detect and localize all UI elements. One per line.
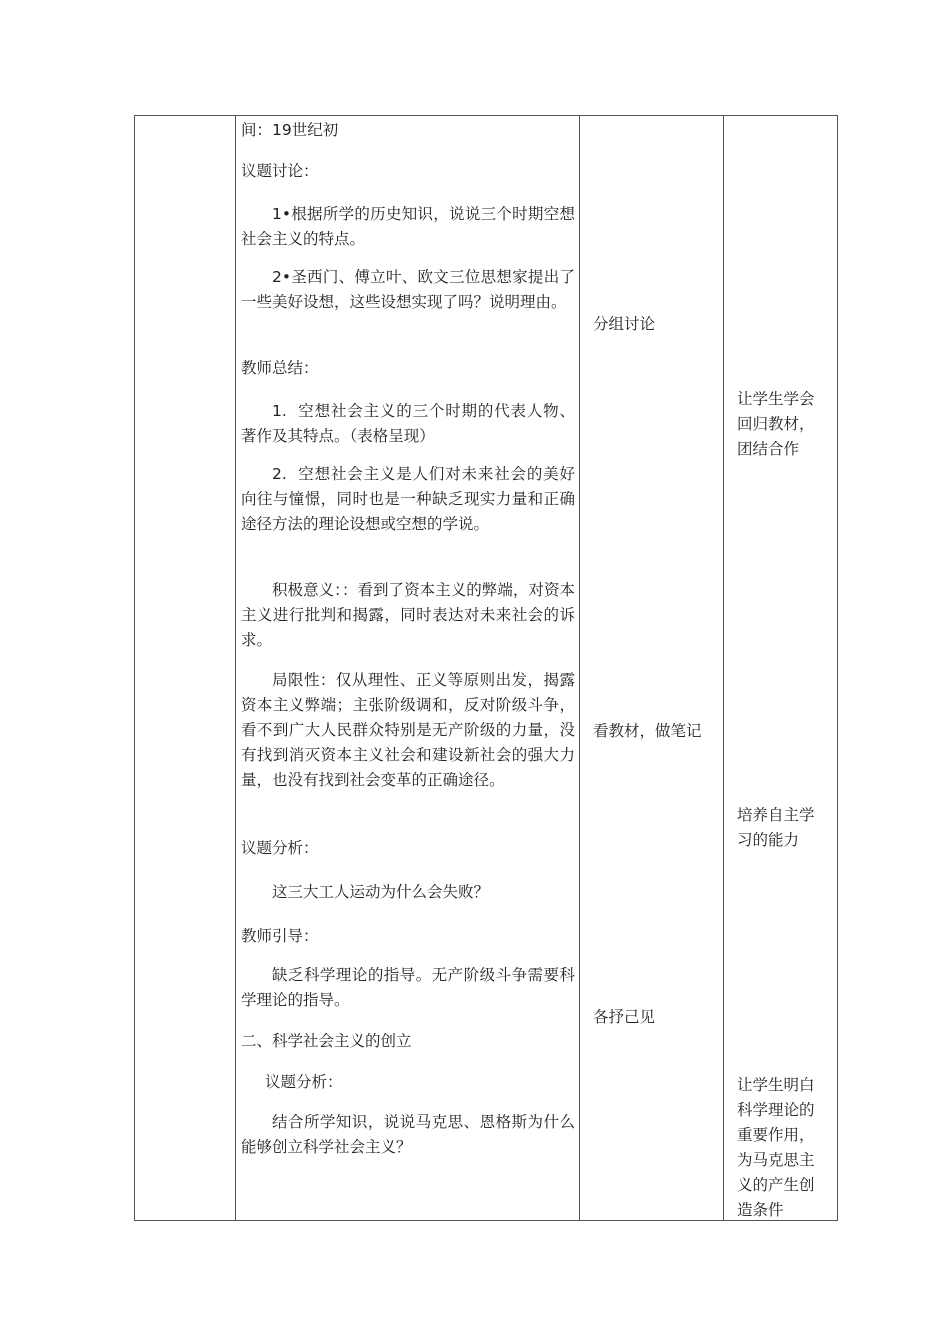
student-activity: 各抒己见 [593, 1008, 656, 1026]
content-paragraph: 这三大工人运动为什么会失败？ [272, 883, 490, 901]
student-activity: 分组讨论 [593, 315, 656, 333]
content-heading: 教师引导： [241, 927, 319, 945]
content-paragraph: 积极意义：：看到了资本主义的弊端，对资本主义进行批判和揭露，同时表达对未来社会的诉求。 [241, 581, 575, 649]
content-paragraph: 结合所学知识，说说马克思、恩格斯为什么能够创立科学社会主义？ [241, 1113, 575, 1156]
content-paragraph: 1. 空想社会主义的三个时期的代表人物、著作及其特点。（表格呈现） [241, 402, 575, 445]
content-paragraph: 局限性：仅从理性、正义等原则出发，揭露资本主义弊端；主张阶级调和，反对阶级斗争，看不到广大人民群众特别是无产阶级的力量，没有找到消灭资本主义社会和建设新社会的强大力量，也没有找到社会变革的正确途径。 [241, 671, 575, 789]
content-paragraph: 2. 空想社会主义是人们对未来社会的美好向往与憧憬，同时也是一种缺乏现实力量和正确途径方法的理论设想或空想的学说。 [241, 465, 575, 533]
content-paragraph: 缺乏科学理论的指导。无产阶级斗争需要科学理论的指导。 [241, 966, 575, 1009]
lesson-plan-table [134, 115, 838, 1221]
design-purpose: 让学生明白科学理论的重要作用，为马克思主义的产生创造条件 [737, 1076, 815, 1219]
column-divider [235, 116, 236, 1220]
content-heading: 议题分析： [241, 839, 319, 857]
content-paragraph: 2•圣西门、傅立叶、欧文三位思想家提出了一些美好设想，这些设想实现了吗？说明理由。 [241, 268, 575, 311]
column-divider [579, 116, 580, 1220]
student-activity: 看教材，做笔记 [593, 722, 702, 740]
section-heading: 二、科学社会主义的创立 [241, 1032, 412, 1050]
content-heading: 教师总结： [241, 359, 319, 377]
content-heading: 议题分析： [265, 1073, 343, 1091]
content-paragraph: 1•根据所学的历史知识，说说三个时期空想社会主义的特点。 [241, 205, 575, 248]
design-purpose: 培养自主学习的能力 [737, 806, 815, 849]
column-divider [723, 116, 724, 1220]
content-paragraph: 间：19世纪初 [241, 121, 339, 139]
content-heading: 议题讨论： [241, 162, 319, 180]
design-purpose: 让学生学会回归教材，团结合作 [737, 390, 815, 458]
